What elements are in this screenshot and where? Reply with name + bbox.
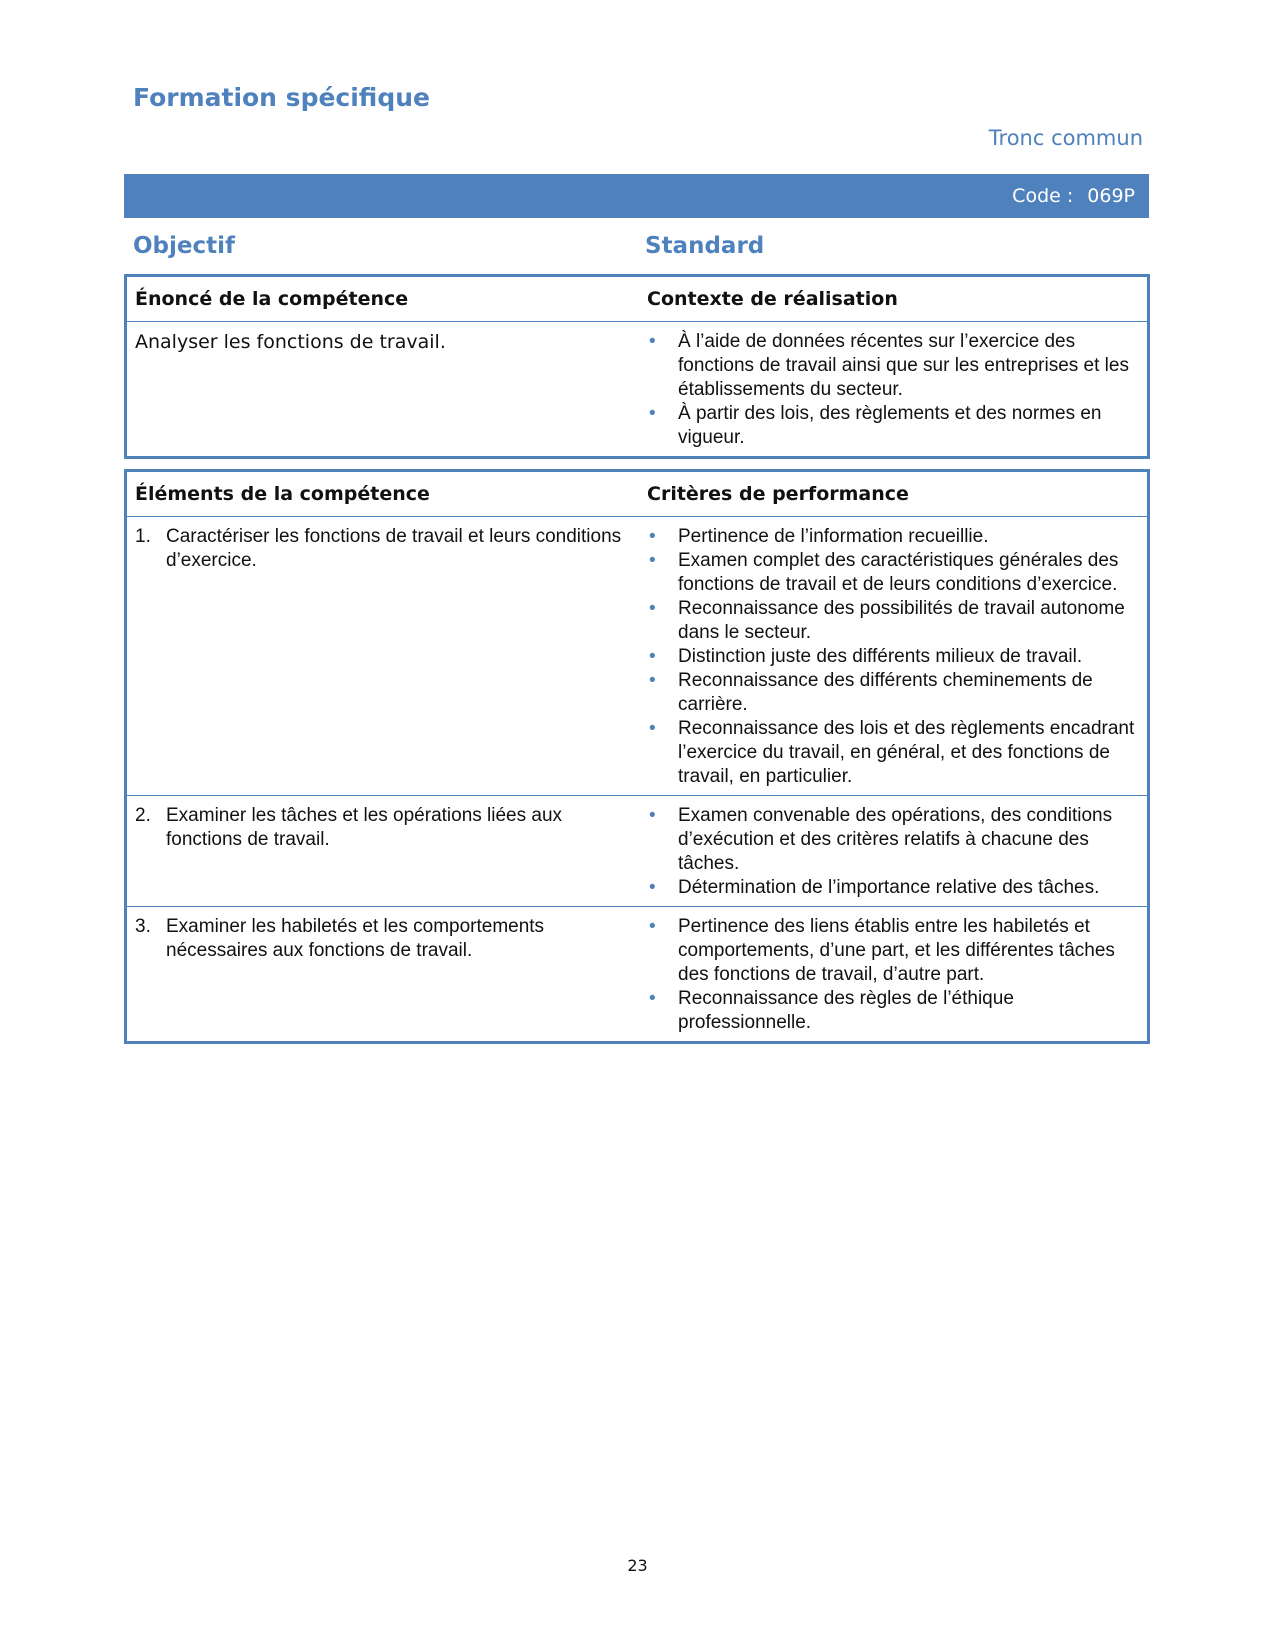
criteria-item: • Reconnaissance des lois et des règlements encadrant l’exercice du travail, en général, et des fonctions de travail, en particulier. bbox=[647, 717, 1139, 789]
criteria-item: • Reconnaissance des possibilités de travail autonome dans le secteur. bbox=[647, 597, 1139, 645]
element-item bbox=[135, 915, 631, 963]
criteria-list bbox=[647, 804, 1139, 900]
element-item bbox=[135, 804, 631, 852]
competence-statement: Analyser les fonctions de travail. bbox=[135, 331, 446, 353]
criteria-item: • Pertinence des liens établis entre les habiletés et comportements, d’une part, et les différentes tâches des fonctions de travail, d’autre part. bbox=[647, 915, 1139, 987]
criteria-item: • Reconnaissance des différents cheminements de carrière. bbox=[647, 669, 1139, 717]
element-number: 3. bbox=[135, 916, 151, 937]
page-title: Formation spécifique bbox=[133, 83, 430, 112]
context-item: • À partir des lois, des règlements et des normes en vigueur. bbox=[647, 402, 1139, 450]
table-row bbox=[126, 907, 1149, 1043]
code-label: Code : bbox=[1012, 185, 1074, 207]
criteria-item: • Pertinence de l’information recueillie. bbox=[647, 525, 1139, 549]
elements-table bbox=[124, 469, 1150, 1044]
criteria-item: • Examen convenable des opérations, des conditions d’exécution et des critères relatifs à chacune des tâches. bbox=[647, 804, 1139, 876]
code-value: 069P bbox=[1087, 185, 1135, 207]
element-text: Examiner les habiletés et les comportements nécessaires aux fonctions de travail. bbox=[166, 916, 545, 961]
criteria-item: • Examen complet des caractéristiques générales des fonctions de travail et de leurs conditions d’exercice. bbox=[647, 549, 1139, 597]
program-subtitle: Tronc commun bbox=[988, 126, 1143, 150]
table-row bbox=[126, 796, 1149, 907]
element-number: 2. bbox=[135, 805, 151, 826]
page-number: 23 bbox=[627, 1556, 648, 1575]
standard-heading: Standard bbox=[645, 233, 765, 259]
element-text: Examiner les tâches et les opérations liées aux fonctions de travail. bbox=[166, 805, 563, 850]
criteria-item: • Reconnaissance des règles de l’éthique professionnelle. bbox=[647, 987, 1139, 1035]
element-number: 1. bbox=[135, 526, 151, 547]
objective-heading: Objectif bbox=[133, 233, 236, 259]
criteria-header: Critères de performance bbox=[639, 471, 1149, 517]
statement-header: Énoncé de la compétence bbox=[126, 276, 640, 322]
criteria-item: • Détermination de l’importance relative des tâches. bbox=[647, 876, 1139, 900]
criteria-list bbox=[647, 525, 1139, 789]
context-list bbox=[647, 330, 1139, 450]
code-bar bbox=[124, 174, 1149, 218]
element-text: Caractériser les fonctions de travail et leurs conditions d’exercice. bbox=[166, 526, 622, 571]
elements-header: Éléments de la compétence bbox=[126, 471, 640, 517]
table-row bbox=[126, 517, 1149, 796]
competence-table bbox=[124, 274, 1150, 459]
context-header: Contexte de réalisation bbox=[639, 276, 1149, 322]
element-item bbox=[135, 525, 631, 573]
criteria-list bbox=[647, 915, 1139, 1035]
context-item: • À l’aide de données récentes sur l’exercice des fonctions de travail ainsi que sur les entreprises et les établissements du secteur. bbox=[647, 330, 1139, 402]
criteria-item: • Distinction juste des différents milieux de travail. bbox=[647, 645, 1139, 669]
